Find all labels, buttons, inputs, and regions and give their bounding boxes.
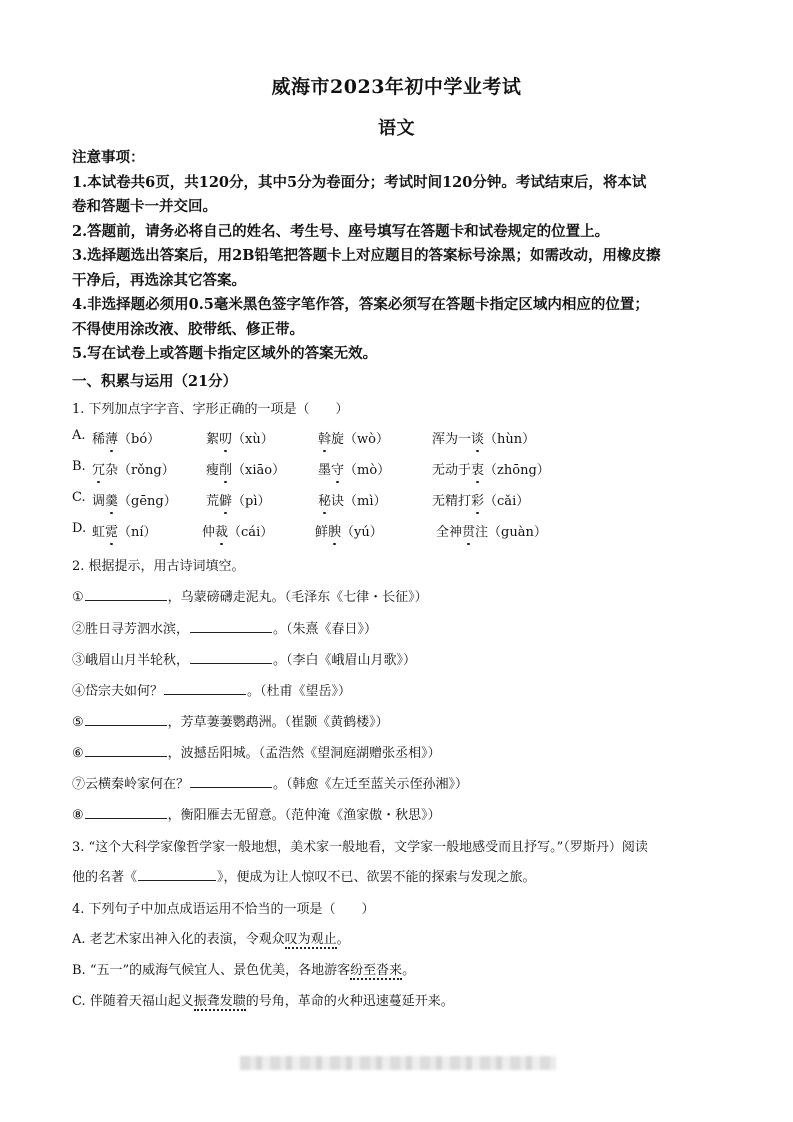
poem-fill-line: ②胜日寻芳泗水滨， 。（朱熹《春日》） xyxy=(72,622,378,637)
notice-line: 2.答题前，请务必将自己的姓名、考生号、座号填写在答题卡和试卷规定的位置上。 xyxy=(72,222,610,240)
answer-blank[interactable] xyxy=(164,682,246,695)
answer-blank[interactable] xyxy=(138,868,216,881)
option-item: 墨守（mò） xyxy=(318,463,391,478)
notice-line: 不得使用涂改液、胶带纸、修正带。 xyxy=(72,320,304,338)
answer-blank[interactable] xyxy=(190,651,272,664)
poem-fill-line: ① ，乌蒙磅礴走泥丸。（毛泽东《七律・长征》） xyxy=(72,590,428,605)
subject-title: 语文 xyxy=(378,118,415,139)
dotted-idiom: 叹为观止 xyxy=(284,932,337,947)
section-heading: 一、积累与运用（21分） xyxy=(72,373,238,390)
option-item: 冗杂（rǒng） xyxy=(92,463,175,478)
option-item: 秘诀（mì） xyxy=(318,494,387,509)
option-item: 仲裁（cái） xyxy=(202,525,274,540)
answer-blank[interactable] xyxy=(190,775,272,788)
blurred-footer xyxy=(240,1056,556,1070)
option-item: 调羹（gēng） xyxy=(92,494,177,509)
q2-stem: 2. 根据提示，用古诗词填空。 xyxy=(72,559,245,574)
notice-block xyxy=(72,146,732,367)
dotted-idiom: 纷至沓来 xyxy=(350,963,403,978)
option-item: 全神贯注（guàn） xyxy=(436,525,547,540)
option-item: 无精打彩（cǎi） xyxy=(432,494,530,509)
option-item: 无动于衷（zhōng） xyxy=(432,463,550,478)
q4-option-b: B. “五一”的威海气候宜人、景色优美，各地游客纷至沓来。 xyxy=(72,963,416,978)
poem-fill-line: ⑦云横秦岭家何在？ 。（韩愈《左迁至蓝关示侄孙湘》） xyxy=(72,777,469,792)
q4-stem: 4. 下列句子中加点成语运用不恰当的一项是（ ） xyxy=(72,902,375,917)
q3-line-2: 他的名著《 》，便成为让人惊叹不已、欲罢不能的探索与发现之旅。 xyxy=(72,870,536,885)
option-item: 鲜腴（yú） xyxy=(315,525,383,540)
notice-line: 4.非选择题必须用0.5毫米黑色签字笔作答，答案必须写在答题卡指定区域内相应的位置； xyxy=(72,296,649,313)
option-item: 稀薄（bó） xyxy=(92,432,161,447)
exam-page: 威海市2023年初中学业考试 语文 注意事项： 1.本试卷共6页，共120分，其中5分为卷面分；考试时间120分钟。考试结束后，将本试 卷和答题卡一并交回。 2.答题前，请务必将自己的姓名、考生号、座号填写在答题卡和试卷规定的位置上。 3.选择题选出答案后，用2B铅笔把答题卡上对应题目的答案标号涂黑；如需改动，用橡皮擦 干净后，再选涂其它答案。 4.非选择题必须用0.5毫米黑色签字笔作答，答案必须写在答题卡指定区域内相应的位置； 不得使用涂改液、胶带纸、修正带。 5.写在试卷上或答题卡指定区域外的答案无效。 一、积累与运用（21分） 1. 下列加点字字音、字形正确的一项是（ ） A. 稀薄（bó） 絮叨（xù） 斡旋（wò） 浑为一谈（hùn） B. 冗杂（rǒng） 瘦削（xiāo） 墨守（mò） 无动于衷（zhōng） C. 调羹（gēng） 荒僻（pì） 秘诀（mì） 无精打彩（cǎi） D. 虹霓（ní） 仲裁（cái） 鲜腴（yú） 全神贯注（guàn） 2. 根据提示，用古诗词填空。 ① ，乌蒙磅礴走泥丸。（毛泽东《七律・长征》） ②胜日寻芳泗水滨， 。（朱熹《春日》） ③峨眉山月半轮秋， 。（李白《峨眉山月歌》） ④岱宗夫如何？ 。（杜甫《望岳》） ⑤ ，芳草萋萋鹦鹉洲。（崔颢《黄鹤楼》） ⑥ ，波撼岳阳城。（孟浩然《望洞庭湖赠张丞相》） ⑦云横秦岭家何在？ 。（韩愈《左迁至蓝关示侄孙湘》） ⑧ ，衡阳雁去无留意。（范仲淹《渔家傲・秋思》） 3. “这个大科学家像哲学家一般地想，美术家一般地看，文学家一般地感受而且抒写。”（罗斯丹）阅读 他的名著《 》，便成为让人惊叹不已、欲罢不能的探索与发现之旅。 4. 下列句子中加点成语运用不恰当的一项是（ ） A. 老艺术家出神入化的表演，令观众叹为观止。 B. “五一”的威海气候宜人、景色优美，各地游客纷至沓来。 C. 伴随着天福山起义振聋发聩的号角，革命的火种迅速蔓延开来。 xyxy=(0,0,793,1122)
notice-line: 干净后，再选涂其它答案。 xyxy=(72,271,246,289)
answer-blank[interactable] xyxy=(85,744,167,757)
poem-fill-line: ⑤ ，芳草萋萋鹦鹉洲。（崔颢《黄鹤楼》） xyxy=(72,715,389,730)
answer-blank[interactable] xyxy=(85,806,167,819)
poem-fill-line: ⑥ ，波撼岳阳城。（孟浩然《望洞庭湖赠张丞相》） xyxy=(72,746,441,761)
q4-option-c: C. 伴随着天福山起义振聋发聩的号角，革命的火种迅速蔓延开来。 xyxy=(72,994,454,1009)
option-item: 絮叨（xù） xyxy=(206,432,274,447)
poem-fill-line: ⑧ ，衡阳雁去无留意。（范仲淹《渔家傲・秋思》） xyxy=(72,808,441,823)
q1-stem: 1. 下列加点字字音、字形正确的一项是（ ） xyxy=(72,402,349,417)
notice-line: 1.本试卷共6页，共120分，其中5分为卷面分；考试时间120分钟。考试结束后，将本试 xyxy=(72,173,647,191)
notice-line: 3.选择题选出答案后，用2B铅笔把答题卡上对应题目的答案标号涂黑；如需改动，用橡皮擦 xyxy=(72,247,661,264)
option-item: 虹霓（ní） xyxy=(92,525,157,540)
dotted-idiom: 振聋发聩 xyxy=(193,994,246,1009)
poem-fill-line: ④岱宗夫如何？ 。（杜甫《望岳》） xyxy=(72,684,352,699)
notice-heading: 注意事项： xyxy=(72,149,145,166)
exam-title: 威海市2023年初中学业考试 xyxy=(271,76,522,98)
notice-line: 5.写在试卷上或答题卡指定区域外的答案无效。 xyxy=(72,345,378,362)
option-item: 浑为一谈（hùn） xyxy=(432,432,536,447)
q4-option-a: A. 老艺术家出神入化的表演，令观众叹为观止。 xyxy=(72,932,350,947)
answer-blank[interactable] xyxy=(85,713,167,726)
option-item: 瘦削（xiāo） xyxy=(206,463,286,478)
answer-blank[interactable] xyxy=(85,588,167,601)
option-item: 荒僻（pì） xyxy=(206,494,271,509)
notice-line: 卷和答题卡一并交回。 xyxy=(72,198,217,215)
poem-fill-line: ③峨眉山月半轮秋， 。（李白《峨眉山月歌》） xyxy=(72,653,417,668)
answer-blank[interactable] xyxy=(190,620,272,633)
option-item: 斡旋（wò） xyxy=(318,432,389,447)
q3-line-1: 3. “这个大科学家像哲学家一般地想，美术家一般地看，文学家一般地感受而且抒写。”（罗斯丹）阅读 xyxy=(72,840,648,855)
